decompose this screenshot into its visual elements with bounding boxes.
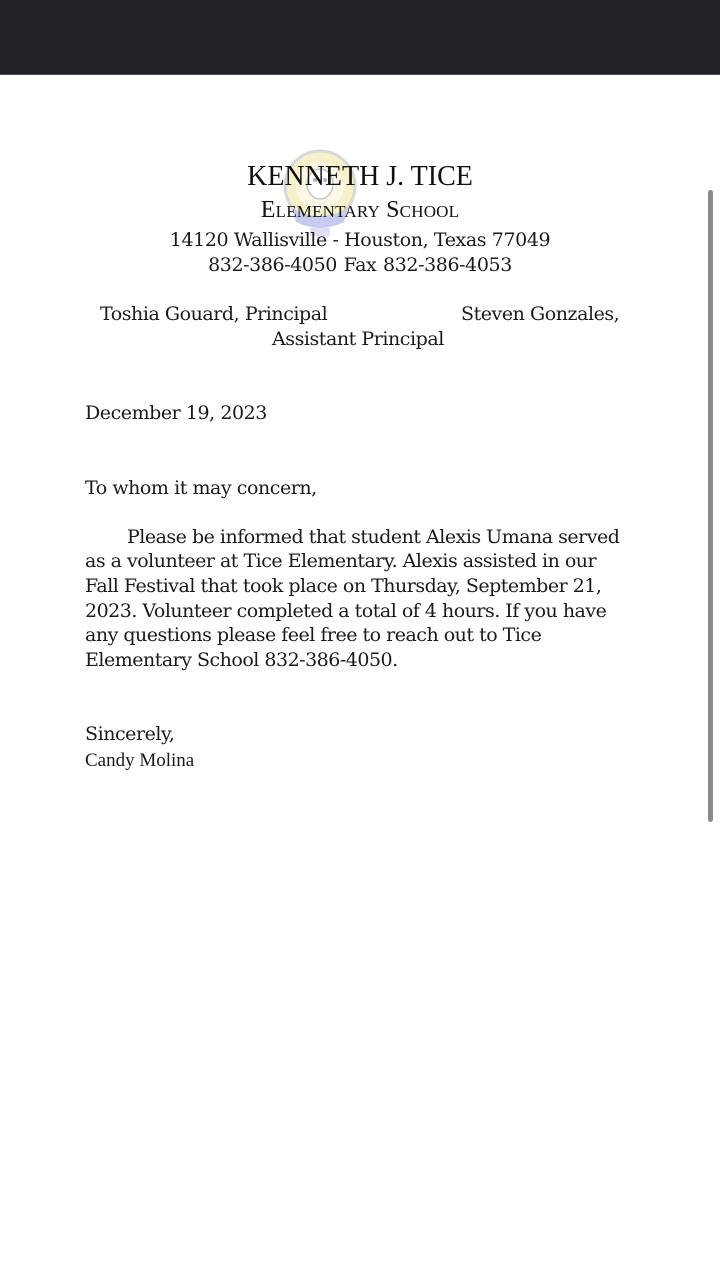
- letter-body-line: Fall Festival that took place on Thursday, September 21,: [85, 575, 602, 597]
- letter-body-line: any questions please feel free to reach out to Tice: [85, 624, 542, 646]
- letter-closing: Sincerely,: [85, 723, 175, 745]
- letter-date: December 19, 2023: [85, 402, 267, 424]
- school-phone-fax: 832-386-4050 Fax 832-386-4053: [208, 254, 512, 276]
- viewer-top-bar: [0, 0, 720, 75]
- assistant-principal-name: Steven Gonzales,: [461, 303, 620, 325]
- assistant-principal-title: Assistant Principal: [272, 328, 444, 350]
- letter-body-line: as a volunteer at Tice Elementary. Alexis assisted in our: [85, 550, 597, 572]
- letter-body-line: Elementary School 832-386-4050.: [85, 649, 398, 671]
- letter-signer: Candy Molina: [85, 750, 195, 771]
- school-name-line2: Elementary School: [260, 197, 460, 223]
- vertical-scrollbar[interactable]: [708, 190, 713, 822]
- school-address: 14120 Wallisville - Houston, Texas 77049: [169, 229, 551, 251]
- letter-body-line: 2023. Volunteer completed a total of 4 hours. If you have: [85, 600, 607, 622]
- letter-greeting: To whom it may concern,: [85, 477, 317, 499]
- school-name-line1: KENNETH J. TICE: [247, 161, 473, 192]
- principal-name: Toshia Gouard, Principal: [100, 303, 328, 325]
- letter-body-line: Please be informed that student Alexis Umana served: [127, 526, 620, 548]
